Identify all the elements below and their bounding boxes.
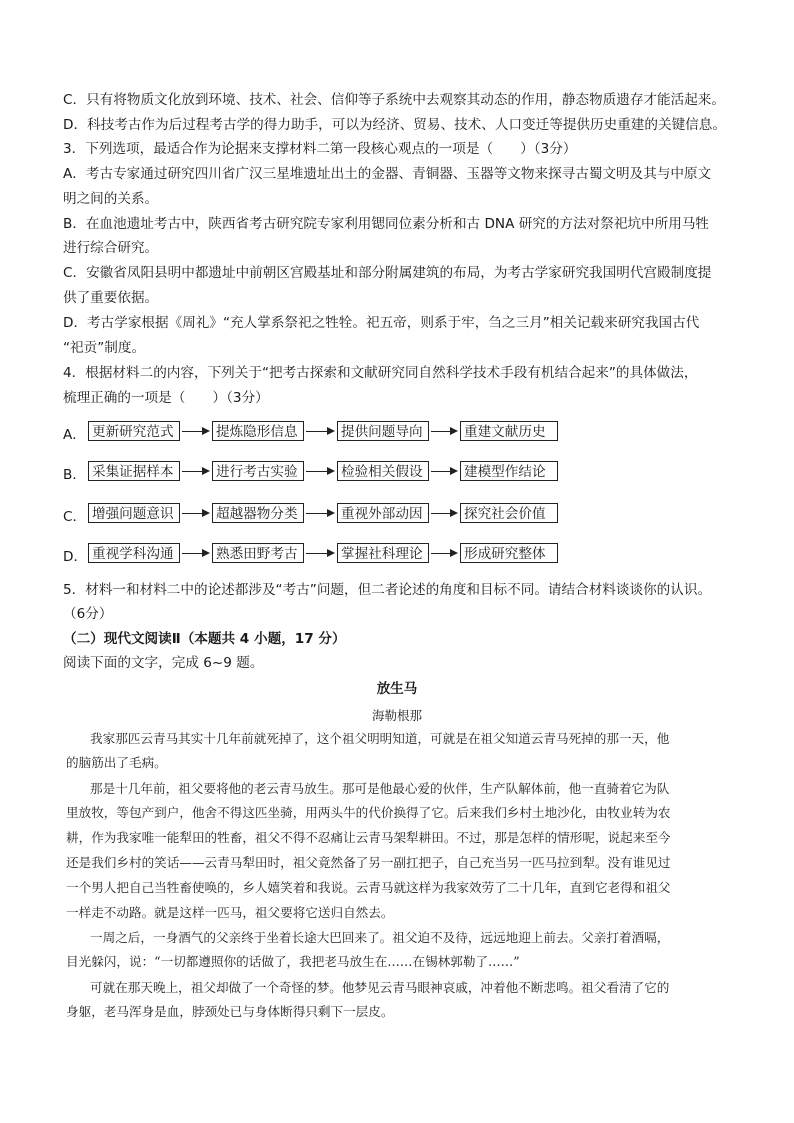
question-line: A．考古专家通过研究四川省广汉三星堆遗址出土的金器、青铜器、玉器等文物来探寻古蜀文明及其与中原文 xyxy=(63,166,712,182)
question-line: 供了重要依据。 xyxy=(63,290,159,306)
flow-arrow-icon xyxy=(182,471,208,472)
flow-step-box: 重建文献历史 xyxy=(460,421,558,441)
flow-step-box: 建模型作结论 xyxy=(460,461,558,481)
flow-step-box: 超越器物分类 xyxy=(212,503,304,523)
story-paragraph-line: 我家那匹云青马其实十几年前就死掉了，这个祖父明明知道，可就是在祖父知道云青马死掉的那一天，他 xyxy=(90,731,670,746)
question-line: 明之间的关系。 xyxy=(63,191,159,207)
question-line: 5．材料一和材料二中的论述都涉及“考古”问题，但二者论述的角度和目标不同。请结合材料谈谈你的认识。 xyxy=(63,582,712,598)
option-label: A． xyxy=(63,427,86,443)
question-line: （6分） xyxy=(63,606,113,622)
flow-step-box: 进行考古实验 xyxy=(212,461,304,481)
flow-step-box: 形成研究整体 xyxy=(460,543,558,563)
flow-arrow-icon xyxy=(431,553,456,554)
story-paragraph-line: 可就在那天晚上，祖父却做了一个奇怪的梦。他梦见云青马眼神哀戚，冲着他不断悲鸣。祖父看清了它的 xyxy=(90,980,670,995)
instruction-text: 阅读下面的文字，完成 6~9 题。 xyxy=(63,655,264,671)
flow-arrow-icon xyxy=(306,553,333,554)
flow-arrow-icon xyxy=(306,471,333,472)
flow-step-box: 增强问题意识 xyxy=(88,503,180,523)
story-paragraph-line: 的脑筋出了毛病。 xyxy=(66,755,167,770)
story-paragraph-line: 还是我们乡村的笑话——云青马犁田时，祖父竟然备了另一副扛把子，自己充当另一匹马拉到犁。没有谁见过 xyxy=(66,855,671,870)
flow-step-box: 探究社会价值 xyxy=(460,503,558,523)
section-heading: （二）现代文阅读Ⅱ（本题共 4 小题，17 分） xyxy=(63,631,346,647)
story-paragraph-line: 一样走不动路。就是这样一匹马，祖父要将它送归自然去。 xyxy=(66,905,394,920)
story-paragraph-line: 里放牧，等包产到户，他舍不得这匹坐骑，用两头牛的代价换得了它。后来我们乡村土地沙化，由牧业转为农 xyxy=(66,805,671,820)
option-label: B． xyxy=(63,467,86,483)
flow-arrow-icon xyxy=(431,513,456,514)
flow-arrow-icon xyxy=(306,431,333,432)
flow-arrow-icon xyxy=(182,513,208,514)
flow-arrow-icon xyxy=(182,553,208,554)
story-paragraph-line: 身躯，老马浑身是血，脖颈处已与身体断得只剩下一层皮。 xyxy=(66,1004,394,1019)
story-title: 放生马 xyxy=(376,681,418,697)
question-line: B．在血池遗址考古中，陕西省考古研究院专家利用锶同位素分析和古 DNA 研究的方法对祭祀坑中所用马牲 xyxy=(63,216,710,232)
question-line: D．科技考古作为后过程考古学的得力助手，可以为经济、贸易、技术、人口变迁等提供历史重建的关键信息。 xyxy=(63,117,726,133)
question-line: C．只有将物质文化放到环境、技术、社会、信仰等子系统中去观察其动态的作用，静态物质遗存才能活起来。 xyxy=(63,92,725,108)
story-paragraph-line: 耕，作为我家唯一能犁田的牲畜，祖父不得不忍痛让云青马架犁耕田。不过，那是怎样的情形呢，说起来至今 xyxy=(66,830,671,845)
flow-step-box: 提供问题导向 xyxy=(337,421,429,441)
flow-arrow-icon xyxy=(431,471,456,472)
option-label: C． xyxy=(63,509,87,525)
flow-step-box: 采集证据样本 xyxy=(88,461,180,481)
flow-step-box: 重视外部动因 xyxy=(337,503,429,523)
flow-arrow-icon xyxy=(306,513,333,514)
question-line: D．考古学家根据《周礼》“充人掌系祭祀之牲牷。祀五帝，则系于牢，刍之三月”相关记载来研究我国古代 xyxy=(63,315,700,331)
flow-step-box: 更新研究范式 xyxy=(88,421,180,441)
story-paragraph-line: 目光躲闪，说：“一切都遵照你的话做了，我把老马放生在……在锡林郭勒了……” xyxy=(66,954,520,969)
flow-arrow-icon xyxy=(431,431,456,432)
question-line: 梳理正确的一项是（ ）（3分） xyxy=(63,390,269,406)
story-paragraph-line: 一周之后，一身酒气的父亲终于坐着长途大巴回来了。祖父迫不及待，远远地迎上前去。父亲打着酒嗝， xyxy=(90,930,670,945)
question-line: C．安徽省凤阳县明中都遗址中前朝区宫殿基址和部分附属建筑的布局，为考古学家研究我国明代宫殿制度提 xyxy=(63,265,712,281)
flow-step-box: 检验相关假设 xyxy=(337,461,429,481)
question-line: 3．下列选项，最适合作为论据来支撑材料二第一段核心观点的一项是（ ）（3分） xyxy=(63,141,577,157)
story-paragraph-line: 那是十几年前，祖父要将他的老云青马放生。那可是他最心爱的伙伴，生产队解体前，他一直骑着它为队 xyxy=(90,781,670,796)
flow-step-box: 重视学科沟通 xyxy=(88,543,180,563)
story-author: 海勒根那 xyxy=(371,708,422,723)
flow-arrow-icon xyxy=(182,431,208,432)
story-paragraph-line: 一个男人把自己当牲畜使唤的，乡人嬉笑着和我说。云青马就这样为我家效劳了二十几年，直到它老得和祖父 xyxy=(66,880,671,895)
flow-step-box: 掌握社科理论 xyxy=(337,543,429,563)
question-line: 4．根据材料二的内容，下列关于“把考古探索和文献研究同自然科学技术手段有机结合起来”的具体做法， xyxy=(63,365,698,381)
flow-step-box: 提炼隐形信息 xyxy=(212,421,304,441)
question-line: “祀贡”制度。 xyxy=(63,340,146,356)
flow-step-box: 熟悉田野考古 xyxy=(212,543,304,563)
option-label: D． xyxy=(63,549,88,565)
question-line: 进行综合研究。 xyxy=(63,240,159,256)
